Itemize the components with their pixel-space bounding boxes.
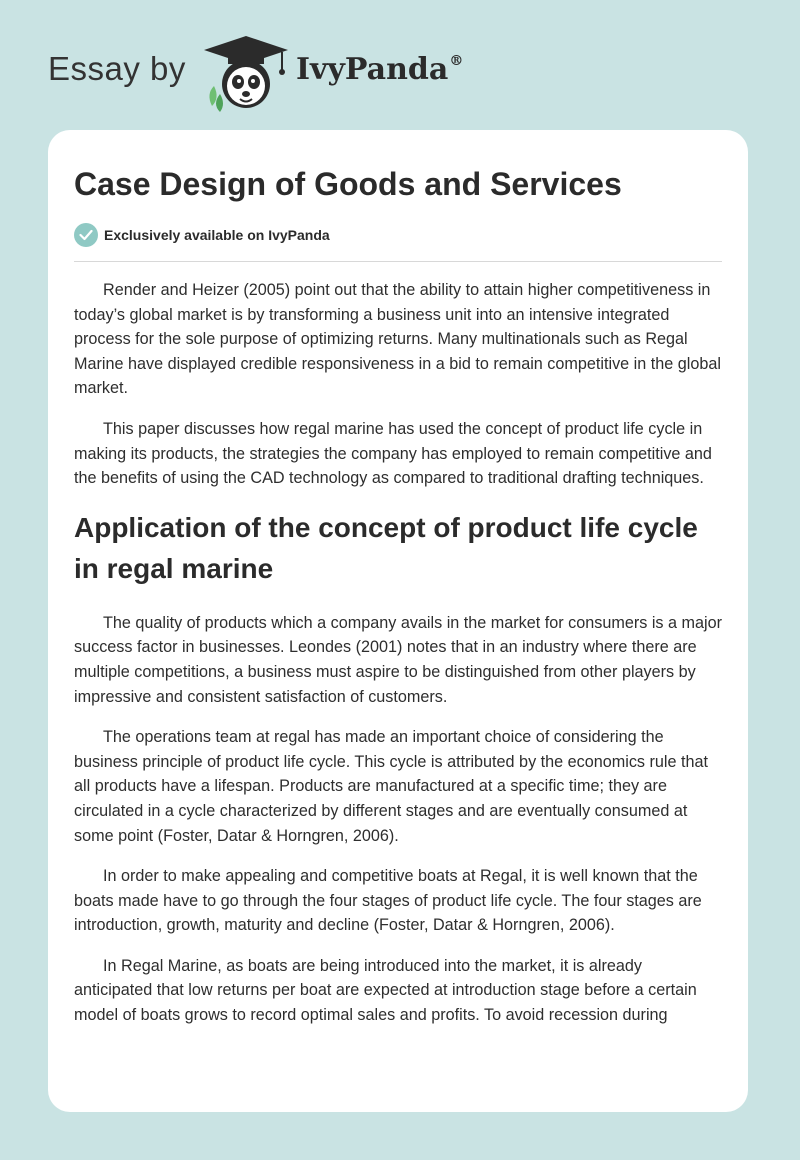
paragraph: This paper discusses how regal marine has used the concept of product life cycle in making its products, the strategies the company has employed to remain competitive and the benefits of using the CAD technology as compared to traditional drafting techniques. — [74, 419, 712, 488]
essay-card — [48, 130, 748, 1112]
paragraph: The operations team at regal has made an important choice of considering the business principle of product life cycle. This cycle is attributed by the economics rule that all products have a lifespan. Products are manufactured at a specific time; they are circulated in a cycle characterized by different stages and are eventually consumed at some point (Foster, Datar & Horngren, 2006). — [74, 728, 709, 845]
paragraph: In Regal Marine, as boats are being introduced into the market, it is already anticipated that low returns per boat are expected at introduction stage before a certain model of boats grows to record optimal sales and profits. To avoid recession during — [74, 956, 697, 1025]
paragraph: Render and Heizer (2005) point out that the ability to attain higher competitiveness in today’s global market is by transforming a business unit into an intensive integrated process for the sole purpose of optimizing returns. Many multinationals such as Regal Marine have displayed credible responsiveness in a bid to remain competitive in the global market. — [74, 281, 721, 398]
exclusive-label: Exclusively available on IvyPanda — [104, 227, 330, 243]
paragraph: The quality of products which a company avails in the market for consumers is a major success factor in businesses. Leondes (2001) notes that in an industry where there are multiple competitions, a business must aspire to be distinguished from other players by impressive and consistent satisfaction of customers. — [74, 613, 722, 706]
panda-graduate-icon — [200, 34, 292, 112]
paragraph: In order to make appealing and competitive boats at Regal, it is well known that the boats made have to go through the four stages of product life cycle. The four stages are introduction, growth, maturity and decline (Foster, Datar & Horngren, 2006). — [74, 867, 702, 935]
registered-mark: ® — [449, 53, 464, 69]
brand-name: IvyPanda® — [296, 52, 464, 87]
page-title: Case Design of Goods and Services — [74, 166, 622, 202]
brand-prefix: Essay by — [48, 50, 186, 87]
divider — [74, 261, 722, 262]
check-circle-icon — [74, 223, 98, 247]
site-header — [0, 0, 800, 130]
exclusive-notice — [74, 222, 330, 248]
section-heading: Application of the concept of product life cycle in regal marine — [74, 511, 698, 584]
essay-body — [74, 278, 722, 1044]
